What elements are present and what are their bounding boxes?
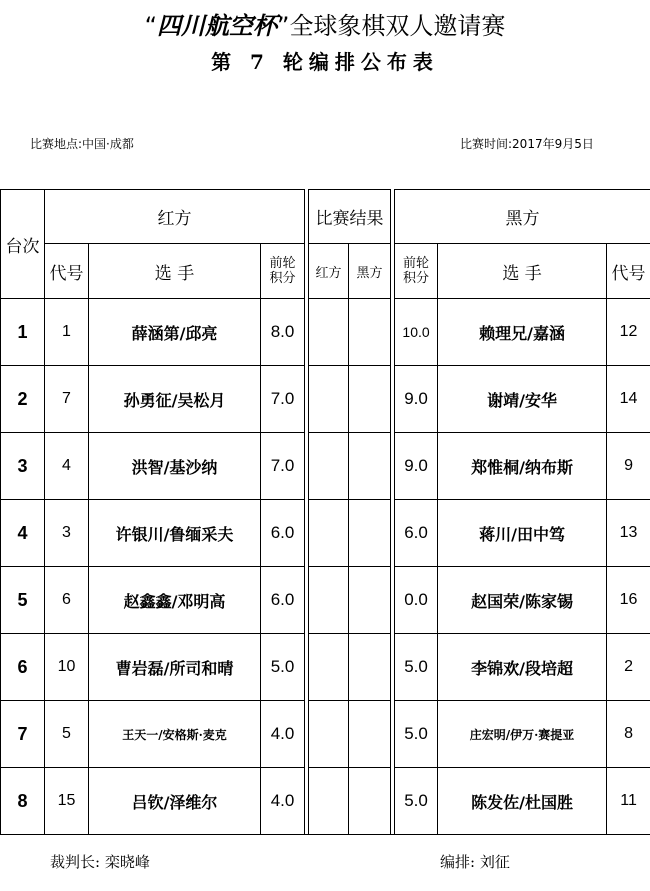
black-prev-score: 9.0 [395, 366, 438, 433]
red-player: 薛涵第/邱亮 [89, 299, 261, 366]
result-black-header: 黑方 [349, 244, 391, 299]
board-header: 台次 [1, 190, 45, 299]
black-code: 2 [607, 634, 650, 701]
red-code: 7 [45, 366, 89, 433]
red-player-header: 选 手 [89, 244, 261, 299]
black-player: 陈发佐/杜国胜 [438, 768, 607, 835]
black-code: 13 [607, 500, 650, 567]
red-code: 4 [45, 433, 89, 500]
red-prev-score: 4.0 [261, 768, 305, 835]
table-row [1, 299, 650, 366]
black-prev-score: 5.0 [395, 634, 438, 701]
board-number: 2 [1, 366, 45, 433]
pairing-table [0, 189, 650, 835]
red-prev-score: 8.0 [261, 299, 305, 366]
result-black-cell [349, 433, 391, 500]
result-black-cell [349, 768, 391, 835]
black-code: 12 [607, 299, 650, 366]
board-number: 6 [1, 634, 45, 701]
board-number: 4 [1, 500, 45, 567]
red-side-header: 红方 [45, 190, 305, 244]
venue-label: 比赛地点:中国·成都 [30, 137, 134, 151]
black-player: 赖理兄/嘉涵 [438, 299, 607, 366]
black-player: 蒋川/田中笃 [438, 500, 607, 567]
red-player: 孙勇征/吴松月 [89, 366, 261, 433]
black-player-header: 选 手 [438, 244, 607, 299]
result-red-cell [309, 500, 349, 567]
result-red-cell [309, 768, 349, 835]
red-code: 3 [45, 500, 89, 567]
board-number: 8 [1, 768, 45, 835]
black-prev-score: 9.0 [395, 433, 438, 500]
red-code: 15 [45, 768, 89, 835]
red-code: 6 [45, 567, 89, 634]
red-code: 10 [45, 634, 89, 701]
board-number: 3 [1, 433, 45, 500]
result-black-cell [349, 366, 391, 433]
black-code: 8 [607, 701, 650, 768]
chief-referee: 裁判长: 栾晓峰 [50, 853, 150, 871]
red-prev-score: 5.0 [261, 634, 305, 701]
red-player: 许银川/鲁缅采夫 [89, 500, 261, 567]
table-row [1, 701, 650, 768]
red-code: 5 [45, 701, 89, 768]
result-red-cell [309, 433, 349, 500]
black-player: 谢靖/安华 [438, 366, 607, 433]
table-row [1, 366, 650, 433]
result-red-cell [309, 701, 349, 768]
arranger: 编排: 刘征 [440, 853, 510, 871]
red-prev-score: 6.0 [261, 567, 305, 634]
black-code: 9 [607, 433, 650, 500]
result-red-cell [309, 366, 349, 433]
result-black-cell [349, 299, 391, 366]
black-prev-score: 6.0 [395, 500, 438, 567]
board-number: 5 [1, 567, 45, 634]
red-player: 赵鑫鑫/邓明高 [89, 567, 261, 634]
result-black-cell [349, 701, 391, 768]
red-player: 王天一/安格斯·麦克 [89, 701, 261, 768]
black-code: 16 [607, 567, 650, 634]
table-row [1, 500, 650, 567]
red-player: 曹岩磊/所司和晴 [89, 634, 261, 701]
red-player: 吕钦/泽维尔 [89, 768, 261, 835]
date-label: 比赛时间:2017年9月5日 [460, 137, 594, 151]
black-player: 李锦欢/段培超 [438, 634, 607, 701]
black-side-header: 黑方 [395, 190, 650, 244]
red-prev-score: 7.0 [261, 366, 305, 433]
table-row [1, 567, 650, 634]
black-prev-score: 5.0 [395, 768, 438, 835]
round-subtitle: 第 7 轮编排公布表 [211, 50, 439, 74]
table-row [1, 768, 650, 835]
red-code: 1 [45, 299, 89, 366]
result-header: 比赛结果 [309, 190, 391, 244]
table-row [1, 433, 650, 500]
title-event-name: 全球象棋双人邀请赛 [289, 12, 506, 40]
page-title [0, 6, 650, 41]
black-code: 14 [607, 366, 650, 433]
red-prev-score-header: 前轮积分 [261, 244, 305, 299]
table-row [1, 634, 650, 701]
red-prev-score: 7.0 [261, 433, 305, 500]
title-quote-close: ” [277, 12, 290, 40]
title-cup-name: 四川航空杯 [157, 11, 277, 40]
black-code-header: 代号 [607, 244, 650, 299]
red-player: 洪智/基沙纳 [89, 433, 261, 500]
result-red-cell [309, 299, 349, 366]
result-black-cell [349, 567, 391, 634]
result-black-cell [349, 500, 391, 567]
black-player: 赵国荣/陈家锡 [438, 567, 607, 634]
black-prev-score: 0.0 [395, 567, 438, 634]
black-player: 庄宏明/伊万·赛提亚 [438, 701, 607, 768]
red-prev-score: 6.0 [261, 500, 305, 567]
title-quote-open: “ [144, 12, 157, 40]
black-prev-score: 5.0 [395, 701, 438, 768]
result-red-cell [309, 567, 349, 634]
black-prev-score-header: 前轮积分 [395, 244, 438, 299]
black-code: 11 [607, 768, 650, 835]
result-black-cell [349, 634, 391, 701]
board-number: 1 [1, 299, 45, 366]
red-prev-score: 4.0 [261, 701, 305, 768]
result-red-header: 红方 [309, 244, 349, 299]
red-code-header: 代号 [45, 244, 89, 299]
black-prev-score: 10.0 [395, 299, 438, 366]
board-number: 7 [1, 701, 45, 768]
result-red-cell [309, 634, 349, 701]
black-player: 郑惟桐/纳布斯 [438, 433, 607, 500]
pairing-table-wrapper [0, 189, 650, 833]
